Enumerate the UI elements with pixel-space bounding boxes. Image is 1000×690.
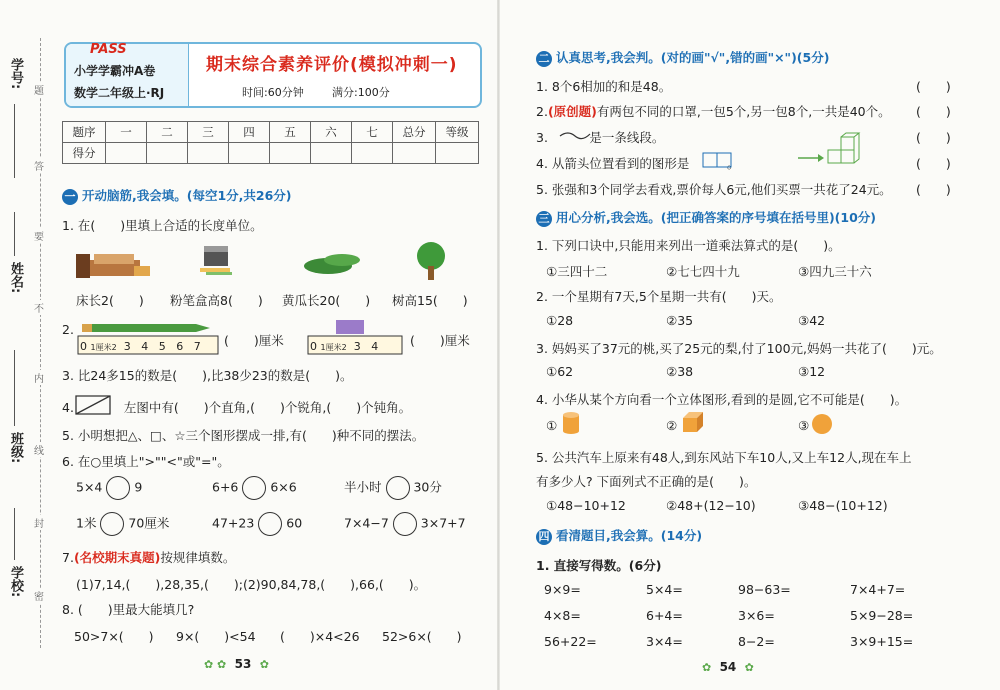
score-cell[interactable] (352, 143, 393, 164)
choice-question-5-cont[interactable]: 有多少人? 下面列式不正确的是( )。 (536, 474, 757, 489)
compare-circle[interactable] (100, 512, 124, 536)
ruler-tick-label: 1厘米2 (90, 343, 117, 352)
cylinder-icon (560, 410, 582, 436)
bed-icon (74, 246, 156, 282)
margin-label-school: 学校: (8, 566, 23, 598)
judge-item-3: 3. 是一条线段。 (536, 130, 665, 145)
q8-blank[interactable]: 9×( )<54 (176, 629, 256, 644)
class-blank[interactable] (14, 350, 15, 426)
question-5-text[interactable]: 5. 小明想把△、□、☆三个图形摆成一排,有( )种不同的摆法。 (62, 428, 425, 443)
compare-circle[interactable] (106, 476, 130, 500)
score-cell[interactable] (311, 143, 352, 164)
margin-word: 线 (34, 442, 44, 457)
choice-option[interactable]: ①62 (546, 364, 574, 379)
judge-answer-paren[interactable]: ( ) (916, 79, 951, 94)
compare-circle[interactable] (242, 476, 266, 500)
page-number-left (204, 657, 269, 671)
q6-compare-item (344, 512, 466, 536)
margin-word: 要 (34, 228, 44, 243)
choice-question-5[interactable]: 5. 公共汽车上原来有48人,到东风站下车10人,又上车12人,现在车上 (536, 450, 912, 465)
tree-icon (414, 240, 448, 282)
page-number-value: 54 (719, 660, 737, 674)
q6-compare-item (76, 476, 142, 500)
table-cell: 七 (352, 122, 393, 143)
question-number: 7. (62, 550, 74, 565)
score-cell[interactable] (106, 143, 147, 164)
judge-item-2 (536, 102, 891, 120)
table-cell: 一 (106, 122, 147, 143)
angle-figure-icon (74, 394, 114, 416)
calc-item[interactable]: 3×4= (646, 634, 683, 649)
section-title: 看清题目,我会算。(14分) (556, 528, 703, 543)
calc-item[interactable]: 56+22= (544, 634, 597, 649)
school-blank[interactable] (14, 508, 15, 560)
choice-option[interactable]: ②七七四十九 (666, 264, 740, 279)
compare-left: 5×4 (76, 479, 103, 495)
margin-word: 封 (34, 515, 44, 530)
calc-item[interactable]: 98−63= (738, 582, 791, 597)
choice-option[interactable]: ③12 (798, 364, 826, 379)
compare-right: 70厘米 (128, 515, 170, 531)
section-number-badge: 四 (536, 529, 552, 545)
question-4-text[interactable]: 4. 左图中有( )个直角,( )个锐角,( )个钝角。 (62, 400, 412, 415)
q6-compare-item (76, 512, 169, 536)
section-title: 认真思考,我会判。(对的画"√",错的画"×")(5分) (556, 50, 830, 65)
calc-item[interactable]: 9×9= (544, 582, 581, 597)
compare-right: 30分 (413, 479, 442, 495)
q6-compare-item (212, 512, 302, 536)
margin-label-class: 班级: (8, 432, 23, 464)
margin-word: 密 (34, 588, 44, 603)
sprout-icon: ✿ (702, 661, 712, 674)
question-text: 有两包不同的口罩,一包5个,另一包8个,一共是40个。 (596, 104, 891, 119)
binding-dashed-line (40, 38, 41, 648)
ruler-tick-label: 0 (310, 340, 317, 353)
page-number-right (702, 660, 754, 674)
q1-blank-cucumber[interactable]: 黄瓜长20( ) (282, 293, 371, 308)
score-table-score-row (63, 143, 479, 164)
grade-label: 数学二年级上·RJ (74, 86, 165, 100)
choice-option[interactable]: ③42 (798, 313, 826, 328)
margin-label-student-id: 学号: (8, 58, 23, 90)
sprout-icon: ✿ (744, 661, 754, 674)
student-id-blank[interactable] (14, 104, 15, 178)
question-7-sequences[interactable]: (1)7,14,( ),28,35,( );(2)90,84,78,( ),66,( )。 (76, 577, 427, 592)
choice-question-2[interactable]: 2. 一个星期有7天,5个星期一共有( )天。 (536, 289, 782, 304)
compare-right: 60 (286, 515, 303, 531)
section-2-heading (536, 48, 829, 67)
choice-option[interactable]: ② (666, 418, 678, 433)
judge-item-5: 5. 张强和3个同学去看戏,票价每人6元,他们买票一共花了24元。 (536, 182, 892, 197)
question-7-heading (62, 548, 235, 566)
score-cell[interactable] (188, 143, 229, 164)
compare-left: 1米 (76, 515, 97, 531)
question-tag: (名校期末真题) (73, 550, 161, 565)
choice-question-1[interactable]: 1. 下列口诀中,只能用来列出一道乘法算式的是( )。 (536, 238, 841, 253)
judge-answer-paren[interactable]: ( ) (916, 156, 951, 171)
ruler-2-labels (310, 340, 378, 353)
calc-item[interactable]: 5×9−28= (850, 608, 914, 623)
ruler-tick-label: 7 (193, 340, 201, 353)
calc-item[interactable]: 6+4= (646, 608, 683, 623)
score-table (62, 121, 479, 164)
q6-compare-item (344, 476, 442, 500)
choice-option[interactable]: ②38 (666, 364, 694, 379)
q8-blank[interactable]: 50>7×( ) (74, 629, 154, 644)
choice-question-3[interactable]: 3. 妈妈买了37元的桃,买了25元的梨,付了100元,妈妈一共花了( )元。 (536, 341, 942, 356)
choice-option[interactable]: ③ (798, 418, 810, 433)
score-cell[interactable] (147, 143, 188, 164)
ruler-1-labels (80, 340, 201, 353)
section-3-heading (536, 208, 876, 227)
ruler-tick-label: 4 (141, 340, 149, 353)
q1-blank-bed-length[interactable]: 床长2( ) (76, 293, 144, 308)
choice-question-4[interactable]: 4. 小华从某个方向看一个立体图形,看到的是圆,它不可能是( )。 (536, 392, 908, 407)
two-squares-icon (702, 152, 734, 168)
table-cell: 六 (311, 122, 352, 143)
exam-full-score: 满分:100分 (332, 86, 390, 99)
q1-blank-chalk-box[interactable]: 粉笔盒高8( ) (170, 293, 263, 308)
table-cell: 题序 (63, 122, 106, 143)
question-6-text: 6. 在○里填上">""<"或"="。 (62, 454, 230, 469)
judge-answer-paren[interactable]: ( ) (916, 130, 951, 145)
margin-word: 题 (34, 82, 44, 97)
calc-item[interactable]: 5×4= (646, 582, 683, 597)
curve-line-icon (558, 128, 592, 142)
ruler-tick-label: 4 (371, 340, 379, 353)
calc-item[interactable]: 3×6= (738, 608, 775, 623)
table-cell: 得分 (63, 143, 106, 164)
compare-circle[interactable] (386, 476, 410, 500)
compare-right: 9 (134, 479, 143, 495)
compare-right: 3×7+7 (420, 515, 466, 531)
choice-option[interactable]: ①48−10+12 (546, 498, 626, 513)
choice-option[interactable]: ①三四十二 (546, 264, 608, 279)
compare-circle[interactable] (258, 512, 282, 536)
cucumber-icon (302, 248, 362, 278)
calc-item[interactable]: 8−2= (738, 634, 775, 649)
score-cell[interactable] (436, 143, 479, 164)
sprout-icon: ✿ (259, 658, 269, 671)
exam-header (64, 42, 482, 108)
section-title: 开动脑筋,我会填。(每空1分,共26分) (82, 188, 292, 203)
question-3-text[interactable]: 3. 比24多15的数是( ),比38少23的数是( )。 (62, 368, 353, 383)
score-table-header-row (63, 122, 479, 143)
compare-left: 半小时 (344, 479, 382, 495)
choice-option[interactable]: ②35 (666, 313, 694, 328)
score-cell[interactable] (270, 143, 311, 164)
section-number-badge: 一 (62, 189, 78, 205)
q8-blank[interactable]: 52>6×( ) (382, 629, 462, 644)
ruler-tick-label: 5 (158, 340, 166, 353)
pass-logo: PASS (90, 42, 127, 57)
name-blank[interactable] (14, 212, 15, 256)
right-page (500, 0, 1000, 690)
compare-left: 47+23 (212, 515, 255, 531)
calc-subtitle: 1. 直接写得数。(6分) (536, 558, 662, 573)
ruler-tick-label: 3 (353, 340, 361, 353)
ruler-tick-label: 3 (123, 340, 131, 353)
q6-compare-item (212, 476, 297, 500)
choice-option[interactable]: ①28 (546, 313, 574, 328)
page-number-value: 53 (234, 657, 252, 671)
table-cell: 五 (270, 122, 311, 143)
ruler-tick-label: 1厘米2 (320, 343, 347, 352)
question-8-text: 8. ( )里最大能填几? (62, 602, 195, 617)
question-text: 按规律填数。 (160, 550, 236, 565)
compare-circle[interactable] (393, 512, 417, 536)
section-number-badge: 二 (536, 51, 552, 67)
judge-answer-paren[interactable]: ( ) (916, 104, 951, 119)
score-cell[interactable] (229, 143, 270, 164)
q2-blank-eraser[interactable]: ( )厘米 (410, 333, 470, 348)
section-4-heading (536, 526, 702, 545)
choice-option[interactable]: ②48+(12−10) (666, 498, 756, 513)
cube-icon (680, 410, 706, 436)
judge-answer-paren[interactable]: ( ) (916, 182, 951, 197)
choice-option[interactable]: ③48−(10+12) (798, 498, 888, 513)
arrow-and-cubes-icon (796, 132, 866, 168)
table-cell: 四 (229, 122, 270, 143)
exam-time: 时间:60分钟 (242, 86, 304, 99)
table-cell: 等级 (436, 122, 479, 143)
q1-blank-tree[interactable]: 树高15( ) (392, 293, 468, 308)
compare-right: 6×6 (270, 479, 297, 495)
brand-name: 小学学霸冲A卷 (74, 64, 156, 78)
margin-label-name: 姓名: (8, 262, 23, 294)
compare-left: 6+6 (212, 479, 239, 495)
question-tag: (原创题) (547, 104, 597, 119)
q8-blank[interactable]: ( )×4<26 (280, 629, 360, 644)
question-2-number: 2. (62, 322, 74, 337)
calc-item[interactable]: 7×4+7= (850, 582, 906, 597)
judge-item-4: 4. 从箭头位置看到的图形是 。 (536, 156, 740, 171)
chalk-box-icon (198, 242, 238, 276)
section-number-badge: 三 (536, 211, 552, 227)
margin-word: 不 (34, 300, 44, 315)
section-1-heading (62, 186, 292, 205)
choice-option[interactable]: ③四九三十六 (798, 264, 872, 279)
exam-title: 期末综合素养评价(模拟冲刺一) (206, 55, 458, 75)
choice-option[interactable]: ① (546, 418, 558, 433)
calc-item[interactable]: 3×9+15= (850, 634, 914, 649)
sprout-icon: ✿ ✿ (204, 658, 227, 671)
ruler-tick-label: 6 (176, 340, 184, 353)
header-brand-panel (66, 44, 189, 106)
question-1-text: 1. 在( )里填上合适的长度单位。 (62, 218, 263, 233)
section-title: 用心分析,我会选。(把正确答案的序号填在括号里)(10分) (556, 210, 876, 225)
q2-blank-pencil[interactable]: ( )厘米 (224, 333, 284, 348)
question-number: 2. (536, 104, 548, 119)
margin-word: 内 (34, 370, 44, 385)
calc-item[interactable]: 4×8= (544, 608, 581, 623)
ruler-tick-label: 0 (80, 340, 87, 353)
sphere-icon (810, 412, 834, 436)
table-cell: 二 (147, 122, 188, 143)
margin-word: 答 (34, 158, 44, 173)
table-cell: 总分 (393, 122, 436, 143)
score-cell[interactable] (393, 143, 436, 164)
compare-left: 7×4−7 (344, 515, 389, 531)
table-cell: 三 (188, 122, 229, 143)
judge-item-1: 1. 8个6相加的和是48。 (536, 79, 672, 94)
